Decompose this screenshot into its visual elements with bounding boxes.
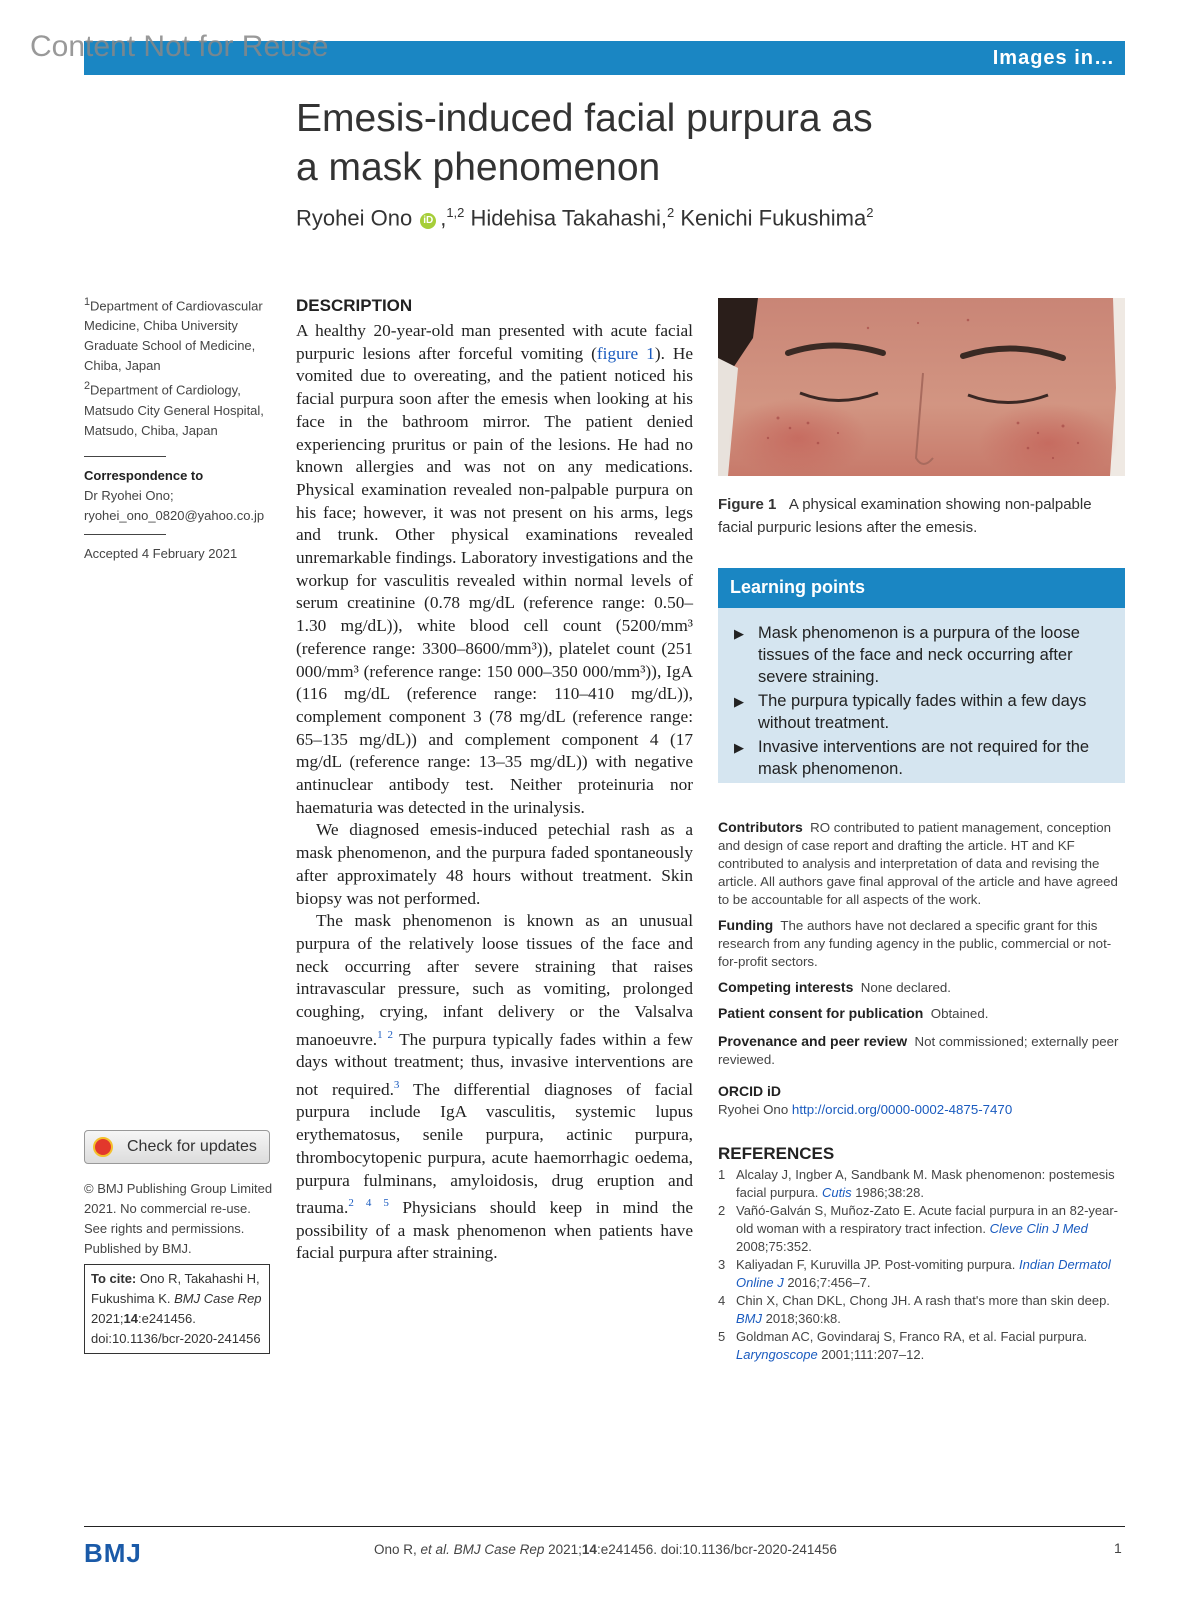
divider <box>84 534 166 535</box>
learning-points-box <box>718 608 1125 783</box>
bmj-logo: BMJ <box>84 1538 142 1568</box>
affiliation-2 <box>84 376 274 440</box>
affiliation-1 <box>84 292 274 376</box>
consent-heading: Patient consent for publication <box>718 1005 924 1021</box>
reference-citation: 1986;38:28. <box>855 1185 924 1200</box>
text-run: The differential diagnoses of facial purpura include IgA vasculitis, systemic lupus erythematosus, senile purpura, actinic purpura, thrombocytopenic purpura, acute haemorrhagic oedema, purpura fulminans, amyloidosis, drug eruption and trauma. <box>296 1079 694 1218</box>
reference-list <box>718 1166 1128 1364</box>
article-title: Emesis-induced facial purpura as a mask phenomenon <box>296 97 873 189</box>
funding-heading: Funding <box>718 917 774 933</box>
figure-link[interactable]: figure 1 <box>596 343 655 363</box>
author-1-affil: 1,2 <box>446 205 465 220</box>
reference-text: Vañó-Galván S, Muñoz-Zato E. Acute facial purpura in an 82-year-old woman with a respiratory tract infection. <box>736 1203 1119 1236</box>
description-heading: DESCRIPTION <box>296 296 413 315</box>
patient-consent <box>718 1004 1128 1023</box>
correspondence-heading: Correspondence to <box>84 468 204 483</box>
contributors-text: RO contributed to patient management, conception and design of case report and drafting the article. HT and KF contributed to analysis and interpretation of data and revising the article. All authors gave final approval of the article and have agreed to be accountable for all aspects of the work. <box>718 820 1118 907</box>
check-updates-label: Check for updates <box>127 1138 257 1155</box>
citation-link[interactable]: 1 2 <box>377 1028 393 1041</box>
text-run: Physicians should keep in mind the possibility of a mask phenomenon when patients have facial purpura after straining. <box>296 1198 694 1263</box>
learning-point <box>734 690 1111 734</box>
orcid-link[interactable]: http://orcid.org/0000-0002-4875-7470 <box>791 1102 1013 1117</box>
footer-divider <box>84 1526 1125 1527</box>
reference-journal-link[interactable]: Cleve Clin J Med <box>989 1221 1088 1236</box>
bullet-triangle-icon: ▶ <box>734 694 744 709</box>
reference-citation: 2018;360:k8. <box>765 1311 841 1326</box>
reference-text: Kaliyadan F, Kuruvilla JP. Post-vomiting purpura. <box>736 1257 1016 1272</box>
footer-cite-journal: et al. BMJ Case Rep <box>420 1542 545 1557</box>
provenance-heading: Provenance and peer review <box>718 1033 908 1049</box>
reference-number: 4 <box>718 1293 726 1308</box>
footer-citation <box>374 1542 837 1557</box>
figure-caption-text: A physical examination showing non-palpable facial purpuric lesions after the emesis. <box>718 496 1092 536</box>
divider <box>84 456 166 457</box>
author-list: Ryohei Ono iD ,$^{1,2}$ Hidehisa Takahashi,$^2$ Kenichi Fukushima$^2$ <box>296 205 874 231</box>
paragraph <box>296 910 693 1265</box>
affiliation-2-number: 2 <box>84 380 91 393</box>
author-3-affil: 2 <box>866 205 874 220</box>
footer-cite-volume: 14 <box>581 1542 597 1557</box>
funding <box>718 916 1128 971</box>
author-2-affil: 2 <box>667 205 675 220</box>
correspondence <box>84 466 274 526</box>
learning-points-heading: Learning points <box>718 568 1125 608</box>
reference-number: 3 <box>718 1257 726 1272</box>
correspondence-email[interactable]: ryohei_ono_0820@yahoo.co.jp <box>84 508 265 523</box>
text-run: The purpura typically fades within a few days without treatment; thus, invasive interventions are not required. <box>296 1029 693 1099</box>
citation-year: 2021; <box>91 1311 124 1326</box>
citation-box <box>84 1264 270 1354</box>
citation-journal: BMJ Case Rep <box>174 1291 262 1306</box>
reference-citation: 2016;7:456–7. <box>787 1275 871 1290</box>
contributors-heading: Contributors <box>718 819 803 835</box>
reference-item <box>718 1202 1128 1256</box>
contributors <box>718 818 1128 909</box>
description-body <box>296 320 693 1265</box>
author-2[interactable]: Hidehisa Takahashi, <box>470 205 668 231</box>
footer-cite-doi: :e241456. doi:10.1136/bcr-2020-241456 <box>596 1542 837 1557</box>
competing-interests <box>718 978 1128 997</box>
check-updates-button[interactable] <box>84 1130 270 1164</box>
correspondence-name: Dr Ryohei Ono; <box>84 488 174 503</box>
reference-journal-link[interactable]: Laryngoscope <box>736 1347 818 1362</box>
reference-journal-link[interactable]: BMJ <box>736 1311 762 1326</box>
paragraph: We diagnosed emesis-induced petechial rash as a mask phenomenon, and the purpura faded spontaneously after approximately 48 hours without treatment. Skin biopsy was not performed. <box>296 820 693 908</box>
reference-number: 1 <box>718 1167 726 1182</box>
learning-point-text: Mask phenomenon is a purpura of the loose tissues of the face and neck occurring after severe straining. <box>758 624 1080 686</box>
author-3[interactable]: Kenichi Fukushima <box>680 205 867 231</box>
copyright-notice: © BMJ Publishing Group Limited 2021. No commercial re-use. See rights and permissions. Published by BMJ. <box>84 1181 273 1256</box>
author-1[interactable]: Ryohei Ono <box>296 205 413 231</box>
learning-point-text: The purpura typically fades within a few days without treatment. <box>758 692 1087 732</box>
consent-text: Obtained. <box>930 1006 989 1021</box>
paragraph <box>296 320 693 819</box>
learning-point-text: Invasive interventions are not required for the mask phenomenon. <box>758 738 1090 778</box>
page-number: 1 <box>1114 1540 1122 1556</box>
references-heading: REFERENCES <box>718 1144 835 1163</box>
affiliation-2-text: Department of Cardiology, Matsudo City General Hospital, Matsudo, Chiba, Japan <box>84 382 264 438</box>
citation-volume: 14 <box>123 1311 139 1326</box>
reference-number: 5 <box>718 1329 726 1344</box>
reference-journal-link[interactable]: Indian Dermatol Online J <box>736 1257 1111 1290</box>
citation-link[interactable]: 3 <box>393 1078 400 1091</box>
text-run: A healthy 20-year-old man presented with acute facial purpuric lesions after forceful vomiting ( <box>296 321 693 363</box>
accepted-date: Accepted 4 February 2021 <box>84 546 238 561</box>
reference-item <box>718 1256 1128 1292</box>
text-run: The mask phenomenon is known as an unusual purpura of the relatively loose tissues of the face and neck occurring after severe straining that raises intravascular pressure, such as vomiting, prolonged coughing, crying, infant delivery or the Valsalva manoeuvre. <box>296 911 693 1049</box>
orcid-heading: ORCID iD <box>718 1083 781 1099</box>
learning-point <box>734 736 1111 780</box>
reference-journal-link[interactable]: Cutis <box>822 1185 852 1200</box>
provenance-text: Not commissioned; externally peer reviewed. <box>718 1034 1119 1067</box>
reference-item <box>718 1166 1128 1202</box>
orcid-icon[interactable]: iD <box>420 213 436 229</box>
competing-heading: Competing interests <box>718 979 854 995</box>
figure-1-caption <box>718 493 1128 539</box>
orcid-section <box>718 1082 1128 1119</box>
watermark: Content Not for Reuse <box>30 30 329 63</box>
learning-point <box>734 622 1111 688</box>
bullet-triangle-icon: ▶ <box>734 626 744 641</box>
reference-text: Chin X, Chan DKL, Chong JH. A rash that's more than skin deep. <box>736 1293 1110 1308</box>
footer-cite-author: Ono R, <box>374 1542 417 1557</box>
citation-doi: :e241456. doi:10.1136/bcr-2020-241456 <box>91 1311 261 1346</box>
citation-link[interactable]: 2 4 5 <box>348 1197 389 1210</box>
figure-1-photo <box>718 298 1125 476</box>
provenance <box>718 1032 1128 1069</box>
reference-citation: 2001;111:207–12. <box>821 1347 925 1362</box>
reference-text: Goldman AC, Govindaraj S, Franco RA, et al. Facial purpura. <box>736 1329 1088 1344</box>
reference-text: Alcalay J, Ingber A, Sandbank M. Mask phenomenon: postemesis facial purpura. <box>736 1167 1115 1200</box>
reference-item <box>718 1328 1128 1364</box>
footer-cite-year: 2021; <box>548 1542 582 1557</box>
figure-label: Figure 1 <box>718 496 777 513</box>
orcid-name: Ryohei Ono <box>718 1102 789 1117</box>
funding-text: The authors have not declared a specific grant for this research from any funding agency in the public, commercial or not-for-profit sectors. <box>718 918 1112 969</box>
competing-text: None declared. <box>860 980 951 995</box>
reference-item <box>718 1292 1128 1328</box>
citation-authors: Ono R, Takahashi H, Fukushima K. <box>91 1271 260 1306</box>
reference-citation: 2008;75:352. <box>736 1239 812 1254</box>
citation-heading: To cite: <box>91 1271 137 1286</box>
bullet-triangle-icon: ▶ <box>734 740 744 755</box>
affiliations <box>84 292 274 441</box>
affiliation-1-number: 1 <box>84 296 91 308</box>
text-run: ). He vomited due to overeating, and the patient noticed his facial purpura soon after the emesis when looking at his face in the bathroom mirror. The patient denied experiencing pruritus or pain of the lesions. He had no known allergies and was not on any medications. Physical examination revealed non-palpable purpura on his face; however, it was not present on his arms, legs and trunk. Other physical examinations revealed unremarkable findings. Laboratory investigations and the workup for vasculitis revealed within normal levels of serum creatinine (0.78 mg/dL (reference range: 0.50–1.30 mg/dL)), white blood cell count (5200/mm³ (reference range: 3300–8600/mm³)), platelet count (251 000/mm³ (reference range: 150 000–350 000/mm³)), IgA (116 mg/dL (reference range: 110–410 mg/dL)), complement component 3 (78 mg/dL (reference range: 65–135 mg/dL)) and complement component 4 (17 mg/dL (reference range: 13–35 mg/dL)) with negative antinuclear antibody test. Neither proteinuria nor haematuria was detected in the urinalysis. <box>296 343 694 817</box>
affiliation-1-text: Department of Cardiovascular Medicine, Chiba University Graduate School of Medicine, Chiba, Japan <box>84 298 263 374</box>
reference-number: 2 <box>718 1203 726 1218</box>
face-illustration <box>718 298 1125 476</box>
crossmark-icon <box>93 1137 113 1157</box>
section-label: Images in… <box>992 47 1115 69</box>
